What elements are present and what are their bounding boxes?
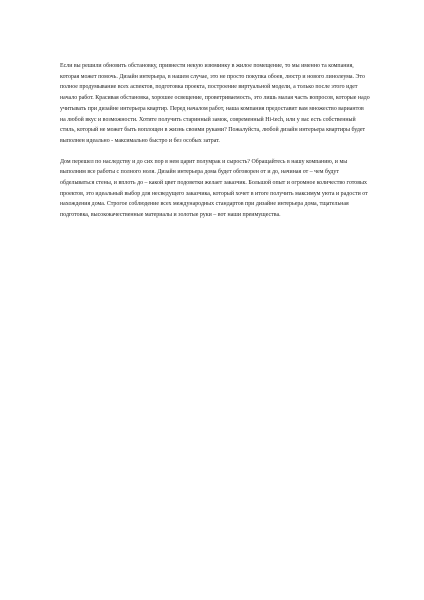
paragraph-2: Дом перешел по наследству и до сих пор в нем царит полумрак и сырость? Обращайтесь в нашу компанию, и мы выполним все работы с полного ноля. Дизайн интерьера дома будет обговорен от и до, начиная от – чем будут обделываться стены, и вплоть до – какой цвет подоветки желает заказчик. Большой опыт и огромное количество готовых проектов, это идеальный выбор для несведущего заказчика, который хочет в итоге получить максимум уюта и радости от нахождения дома. Строгое соблюдение всех международных стандартов при дизайне интерьера дома, тщательная подготовка, высококачественные материалы и золотые руки – вот наши преимущества.: [60, 158, 368, 219]
document-body: [60, 61, 370, 221]
paragraph-1: Если вы решили обновить обстановку, привнести некую изюминку в жилое помещение, то мы именно та компания, которая может помочь. Дизайн интерьера, в нашем случае, это не просто покупка обоев, люстр и нового линолеума. Это полное продумывание всех аспектов, подготовка проекта, построение виртуальной модели, а только после этого идет начало работ. Красивая обстановка, хорошее освещение, проветриваемость, это лишь малая часть вопросов, которые надо учитывать при дизайне интерьера квартир. Перед началом работ, наша компания предоставит вам множество вариантов на любой вкус и возможности. Хотите получить старинный замок, современный Hi-tech, или у вас есть собственный стиль, который не может быть воплощен в жизнь своими руками? Пожалуйста, любой дизайн интерьера квартиры будет выполнен идеально - максимально быстро и без особых затрат.: [60, 63, 370, 144]
